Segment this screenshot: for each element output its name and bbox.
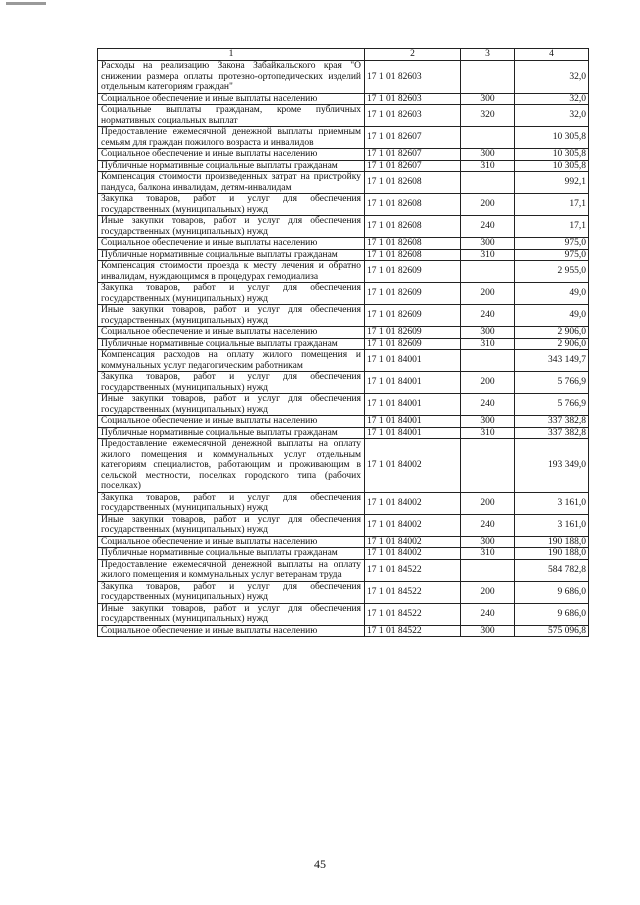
row-name: Социальное обеспечение и иные выплаты населению <box>98 238 365 250</box>
table-row <box>98 372 589 394</box>
page-number: 45 <box>314 857 326 871</box>
row-name: Иные закупки товаров, работ и услуг для обеспечения государственных (муниципальных) нужд <box>98 603 365 625</box>
row-code: 17 1 01 84002 <box>365 439 461 493</box>
table-row <box>98 61 589 94</box>
row-name: Закупка товаров, работ и услуг для обеспечения государственных (муниципальных) нужд <box>98 581 365 603</box>
row-amount: 9 686,0 <box>515 581 589 603</box>
row-name: Расходы на реализацию Закона Забайкальского края "О снижении размера оплаты протезно-ортопедических изделий отдельным категориям граждан" <box>98 61 365 94</box>
row-amount: 5 766,9 <box>515 394 589 416</box>
row-code: 17 1 01 82609 <box>365 327 461 339</box>
row-name: Публичные нормативные социальные выплаты гражданам <box>98 338 365 350</box>
table-row <box>98 625 589 637</box>
row-code: 17 1 01 82609 <box>365 261 461 283</box>
row-code: 17 1 01 84002 <box>365 492 461 514</box>
table-row <box>98 416 589 428</box>
row-name: Компенсация стоимости произведенных затрат на пристройку пандуса, балкона инвалидам, детям-инвалидам <box>98 172 365 194</box>
row-type: 240 <box>461 603 515 625</box>
row-amount: 190 188,0 <box>515 536 589 548</box>
row-code: 17 1 01 84001 <box>365 372 461 394</box>
row-amount: 5 766,9 <box>515 372 589 394</box>
column-header-3: 3 <box>461 49 515 61</box>
row-name: Социальные выплаты гражданам, кроме публичных нормативных социальных выплат <box>98 105 365 127</box>
row-type <box>461 439 515 493</box>
table-row <box>98 194 589 216</box>
row-code: 17 1 01 82608 <box>365 194 461 216</box>
row-name: Социальное обеспечение и иные выплаты населению <box>98 536 365 548</box>
row-amount: 17,1 <box>515 216 589 238</box>
table-row <box>98 427 589 439</box>
table-row <box>98 127 589 149</box>
row-code: 17 1 01 82609 <box>365 305 461 327</box>
row-code: 17 1 01 82607 <box>365 127 461 149</box>
row-type: 320 <box>461 105 515 127</box>
row-code: 17 1 01 82603 <box>365 61 461 94</box>
row-name: Публичные нормативные социальные выплаты гражданам <box>98 548 365 560</box>
table-row <box>98 338 589 350</box>
row-type: 310 <box>461 338 515 350</box>
row-amount: 10 305,8 <box>515 149 589 161</box>
table-row <box>98 514 589 536</box>
row-type: 300 <box>461 536 515 548</box>
row-type: 200 <box>461 194 515 216</box>
row-amount: 975,0 <box>515 249 589 261</box>
row-name: Предоставление ежемесячной денежной выплаты приемным семьям для граждан пожилого возраста и инвалидов <box>98 127 365 149</box>
row-type: 300 <box>461 93 515 105</box>
column-header-4: 4 <box>515 49 589 61</box>
row-name: Иные закупки товаров, работ и услуг для обеспечения государственных (муниципальных) нужд <box>98 394 365 416</box>
row-type: 200 <box>461 283 515 305</box>
row-type: 240 <box>461 394 515 416</box>
row-name: Социальное обеспечение и иные выплаты населению <box>98 327 365 339</box>
row-code: 17 1 01 82608 <box>365 249 461 261</box>
row-amount: 992,1 <box>515 172 589 194</box>
table-row <box>98 249 589 261</box>
row-amount: 10 305,8 <box>515 160 589 172</box>
row-name: Публичные нормативные социальные выплаты гражданам <box>98 427 365 439</box>
row-code: 17 1 01 82607 <box>365 149 461 161</box>
row-type <box>461 172 515 194</box>
row-name: Закупка товаров, работ и услуг для обеспечения государственных (муниципальных) нужд <box>98 372 365 394</box>
row-code: 17 1 01 84002 <box>365 536 461 548</box>
budget-table <box>97 48 589 637</box>
row-code: 17 1 01 82608 <box>365 172 461 194</box>
table-row <box>98 160 589 172</box>
row-amount: 343 149,7 <box>515 350 589 372</box>
row-type: 300 <box>461 238 515 250</box>
column-header-1: 1 <box>98 49 365 61</box>
row-amount: 49,0 <box>515 305 589 327</box>
row-type: 200 <box>461 372 515 394</box>
row-name: Иные закупки товаров, работ и услуг для обеспечения государственных (муниципальных) нужд <box>98 216 365 238</box>
row-amount: 3 161,0 <box>515 492 589 514</box>
row-amount: 2 906,0 <box>515 338 589 350</box>
table-row <box>98 172 589 194</box>
row-code: 17 1 01 82609 <box>365 338 461 350</box>
row-amount: 190 188,0 <box>515 548 589 560</box>
row-name: Публичные нормативные социальные выплаты гражданам <box>98 160 365 172</box>
row-name: Социальное обеспечение и иные выплаты населению <box>98 149 365 161</box>
row-type: 200 <box>461 581 515 603</box>
table-row <box>98 492 589 514</box>
row-amount: 337 382,8 <box>515 416 589 428</box>
row-name: Закупка товаров, работ и услуг для обеспечения государственных (муниципальных) нужд <box>98 194 365 216</box>
row-code: 17 1 01 84001 <box>365 427 461 439</box>
row-amount: 49,0 <box>515 283 589 305</box>
row-amount: 10 305,8 <box>515 127 589 149</box>
table-row <box>98 261 589 283</box>
scan-artifact <box>6 2 46 5</box>
row-amount: 193 349,0 <box>515 439 589 493</box>
row-type <box>461 261 515 283</box>
row-amount: 32,0 <box>515 61 589 94</box>
row-name: Социальное обеспечение и иные выплаты населению <box>98 416 365 428</box>
row-type: 310 <box>461 548 515 560</box>
table-row <box>98 149 589 161</box>
row-name: Социальное обеспечение и иные выплаты населению <box>98 93 365 105</box>
row-type: 310 <box>461 160 515 172</box>
table-row <box>98 603 589 625</box>
table-body <box>98 49 589 637</box>
column-header-2: 2 <box>365 49 461 61</box>
row-code: 17 1 01 84002 <box>365 514 461 536</box>
table-row <box>98 548 589 560</box>
table-row <box>98 439 589 493</box>
row-type <box>461 61 515 94</box>
row-type: 300 <box>461 416 515 428</box>
table-row <box>98 93 589 105</box>
table-row <box>98 581 589 603</box>
row-name: Иные закупки товаров, работ и услуг для обеспечения государственных (муниципальных) нужд <box>98 514 365 536</box>
row-code: 17 1 01 82608 <box>365 216 461 238</box>
row-code: 17 1 01 84001 <box>365 394 461 416</box>
row-type: 200 <box>461 492 515 514</box>
table-row <box>98 216 589 238</box>
row-amount: 584 782,8 <box>515 559 589 581</box>
row-name: Закупка товаров, работ и услуг для обеспечения государственных (муниципальных) нужд <box>98 492 365 514</box>
table-row <box>98 327 589 339</box>
row-type: 300 <box>461 625 515 637</box>
table-row <box>98 394 589 416</box>
row-code: 17 1 01 82603 <box>365 93 461 105</box>
row-type: 300 <box>461 327 515 339</box>
table-row <box>98 350 589 372</box>
row-name: Закупка товаров, работ и услуг для обеспечения государственных (муниципальных) нужд <box>98 283 365 305</box>
row-type <box>461 350 515 372</box>
row-code: 17 1 01 82609 <box>365 283 461 305</box>
row-name: Публичные нормативные социальные выплаты гражданам <box>98 249 365 261</box>
row-type: 240 <box>461 216 515 238</box>
row-name: Предоставление ежемесячной денежной выплаты на оплату жилого помещения и коммунальных услуг отдельным категориям специалистов, работающим и проживающим в сельской местности, поселках городского типа (рабочих поселках) <box>98 439 365 493</box>
row-code: 17 1 01 84522 <box>365 581 461 603</box>
row-code: 17 1 01 84522 <box>365 625 461 637</box>
row-amount: 3 161,0 <box>515 514 589 536</box>
row-amount: 32,0 <box>515 105 589 127</box>
table-row <box>98 283 589 305</box>
row-type <box>461 559 515 581</box>
row-amount: 2 906,0 <box>515 327 589 339</box>
row-code: 17 1 01 84002 <box>365 548 461 560</box>
row-name: Компенсация стоимости проезда к месту лечения и обратно инвалидам, нуждающимся в процедурах гемодиализа <box>98 261 365 283</box>
row-name: Социальное обеспечение и иные выплаты населению <box>98 625 365 637</box>
row-code: 17 1 01 84522 <box>365 559 461 581</box>
row-type: 240 <box>461 514 515 536</box>
row-type: 240 <box>461 305 515 327</box>
row-type: 310 <box>461 427 515 439</box>
row-amount: 17,1 <box>515 194 589 216</box>
row-type: 310 <box>461 249 515 261</box>
row-name: Иные закупки товаров, работ и услуг для обеспечения государственных (муниципальных) нужд <box>98 305 365 327</box>
row-name: Компенсация расходов на оплату жилого помещения и коммунальных услуг педагогическим работникам <box>98 350 365 372</box>
table-row <box>98 238 589 250</box>
row-type: 300 <box>461 149 515 161</box>
row-code: 17 1 01 84522 <box>365 603 461 625</box>
table-row <box>98 536 589 548</box>
row-code: 17 1 01 82608 <box>365 238 461 250</box>
row-amount: 2 955,0 <box>515 261 589 283</box>
table-row <box>98 305 589 327</box>
row-code: 17 1 01 84001 <box>365 416 461 428</box>
row-amount: 9 686,0 <box>515 603 589 625</box>
row-code: 17 1 01 82607 <box>365 160 461 172</box>
row-type <box>461 127 515 149</box>
row-amount: 575 096,8 <box>515 625 589 637</box>
table-row <box>98 105 589 127</box>
row-amount: 32,0 <box>515 93 589 105</box>
row-name: Предоставление ежемесячной денежной выплаты на оплату жилого помещения и коммунальных услуг ветеранам труда <box>98 559 365 581</box>
row-code: 17 1 01 84001 <box>365 350 461 372</box>
row-amount: 975,0 <box>515 238 589 250</box>
table-row <box>98 559 589 581</box>
table-header-row <box>98 49 589 61</box>
row-amount: 337 382,8 <box>515 427 589 439</box>
row-code: 17 1 01 82603 <box>365 105 461 127</box>
